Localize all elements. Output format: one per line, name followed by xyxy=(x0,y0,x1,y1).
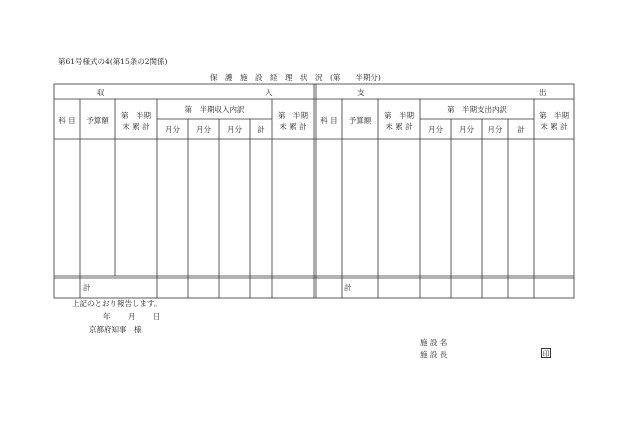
date-year: 年 xyxy=(103,312,111,321)
income-cumulative-header-2: 末 累 計 xyxy=(122,122,150,131)
facility-head-label: 施 設 長 xyxy=(420,350,448,359)
form-title: 保 護 施 設 経 理 状 況 (第 半期分) xyxy=(210,73,381,82)
facility-name-label: 施 設 名 xyxy=(420,338,448,347)
date-month: 月 xyxy=(128,312,136,321)
income-cumulative2-header-2: 末 累 計 xyxy=(279,122,307,131)
expense-month-2: 月分 xyxy=(459,125,474,134)
income-total-column: 計 xyxy=(257,125,265,134)
income-subject-header: 科 目 xyxy=(58,116,76,125)
income-breakdown-header: 第 半期収入内訳 xyxy=(184,105,245,114)
income-budget-header: 予算額 xyxy=(86,116,109,125)
income-month-3: 月分 xyxy=(227,125,242,134)
expense-subject-header: 科 目 xyxy=(320,116,338,125)
income-month-2: 月分 xyxy=(196,125,211,134)
expense-total-column: 計 xyxy=(517,125,525,134)
expense-total-row-label: 計 xyxy=(344,283,352,292)
report-statement: 上記のとおり報告します。 xyxy=(72,299,162,308)
expense-section-right: 出 xyxy=(539,88,547,97)
form-number: 第61号様式の4(第15条の2関係) xyxy=(58,57,168,66)
income-cumulative-header-1: 第 半期 xyxy=(121,111,151,120)
income-cumulative2-header-1: 第 半期 xyxy=(278,111,308,120)
date-day: 日 xyxy=(153,312,161,321)
expense-cumulative2-header-1: 第 半期 xyxy=(539,111,569,120)
expense-section-left: 支 xyxy=(357,88,365,97)
income-total-row-label: 計 xyxy=(83,283,91,292)
expense-month-3: 月分 xyxy=(487,125,503,134)
expense-cumulative-header-1: 第 半期 xyxy=(384,111,414,120)
expense-budget-header: 予算額 xyxy=(348,116,372,125)
expense-cumulative2-header-2: 末 累 計 xyxy=(540,122,568,131)
expense-month-1: 月分 xyxy=(428,125,443,134)
income-section-left: 収 xyxy=(97,88,105,97)
seal-mark: 印 xyxy=(542,350,550,358)
addressee: 京都府知事 様 xyxy=(89,325,142,334)
income-section-right: 入 xyxy=(265,88,273,97)
expense-cumulative-header-2: 末 累 計 xyxy=(385,122,413,131)
expense-breakdown-header: 第 半期支出内訳 xyxy=(447,105,507,114)
income-month-1: 月分 xyxy=(165,125,180,134)
